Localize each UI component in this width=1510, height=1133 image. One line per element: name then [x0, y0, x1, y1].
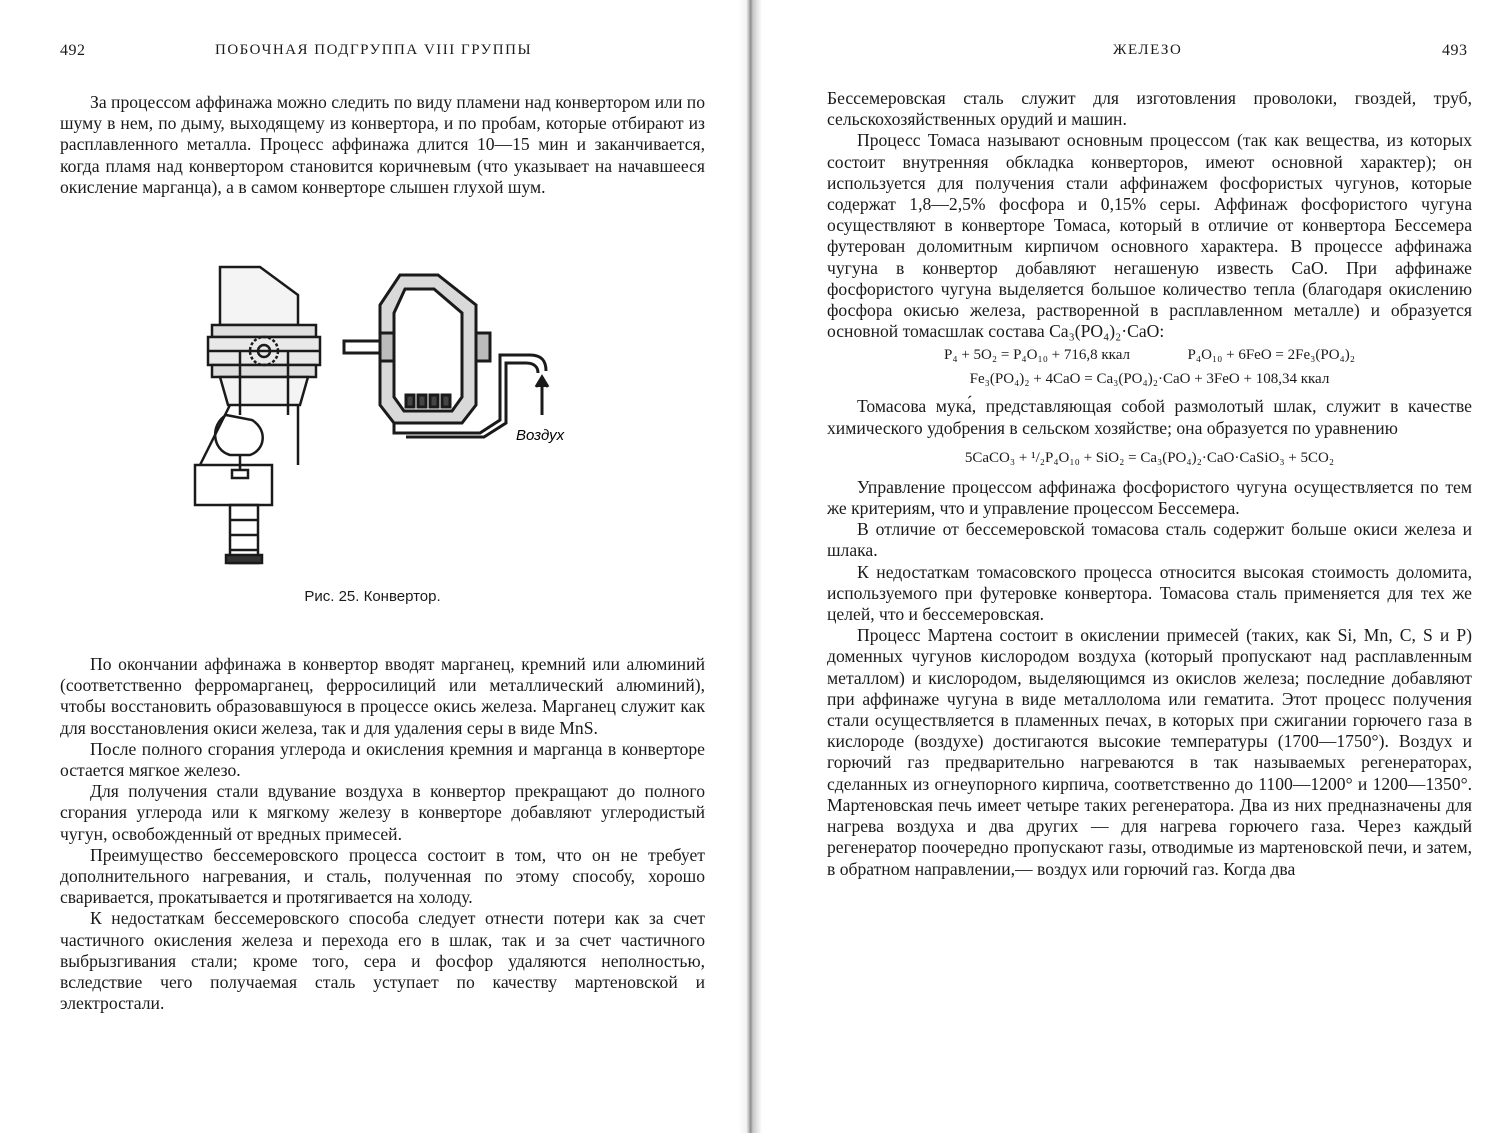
right-paragraph-5: В отличие от бессемеровской томасова сталь содержит больше окиси железа и шлака. — [827, 519, 1472, 561]
left-paragraph-5: Преимущество бессемеровского процесса состоит в том, что он не требует дополнительного нагревания, и сталь, полученная по этому способу, хорошо сваривается, прокатывается и протягивается на холоду. — [60, 844, 705, 908]
right-page — [765, 0, 1510, 1133]
left-page — [0, 0, 745, 1133]
right-page-number: 493 — [1442, 42, 1468, 59]
right-text — [827, 88, 1472, 880]
converter-section-drawing — [344, 275, 548, 437]
air-label: Воздух — [516, 427, 565, 444]
formula-1b: P₄O₁₀ + 6FeO = 2Fe₃(PO₄)₂ — [1187, 347, 1355, 364]
right-paragraph-7: Процесс Мартена состоит в окислении примесей (таких, как Si, Mn, C, S и P) доменных чугунов кислородом воздуха (который пропускают над расплавленным металлом) и кислородом, выделяющимся из окислов железа; последние добавляют при аффинаже чугуна в виде металлолома или гематита. Этот процесс получения стали осуществляется в пламенных печах, в которых при сжигании горючего газа в кислороде (воздухе) достигаются высокие температуры (1700—1750°). Воздух и горючий газ предварительно нагреваются в так называемых регенераторах, сделанных из огнеупорного кирпича, соответственно до 1100—1200° и 1200—1350°. Мартеновская печь имеет четыре таких регенератора. Два из них предназначены для нагрева воздуха и два других — для нагрева горючего газа. Через каждый регенератор поочередно пропускают газы, отводимые из мартеновской печи, и затем, в обратном направлении,— воздух или горючий газ. Когда два — [827, 625, 1472, 879]
right-paragraph-3: Томасова мука́, представляющая собой размолотый шлак, служит в качестве химического удобрения в сельском хозяйстве; она образуется по уравнению — [827, 396, 1472, 438]
formula-line-1 — [827, 344, 1472, 366]
right-paragraph-1: Бессемеровская сталь служит для изготовления проволоки, гвоздей, труб, сельскохозяйственных орудий и машин. — [827, 88, 1472, 130]
left-paragraph-4: Для получения стали вдувание воздуха в конвертор прекращают до полного сгорания углерода или к мягкому железу в конверторе добавляют углеродистый чугун, освобожденный от вредных примесей. — [60, 781, 705, 844]
left-paragraph-2: По окончании аффинажа в конвертор вводят марганец, кремний или алюминий (соответственно ферромарганец, ферросилиций или металлический алюминий), чтобы восстановить образовавшуюся в процессе окись железа. Марганец служит как для восстановления окиси железа, так и для удаления серы в виде MnS. — [60, 654, 705, 738]
formula-2: Fe₃(PO₄)₂ + 4CaO = Ca₃(PO₄)₂·CaO + 3FeO + 108,34 ккал — [969, 371, 1330, 388]
left-running-head: ПОБОЧНАЯ ПОДГРУППА VIII ГРУППЫ — [215, 42, 533, 58]
left-bottom-text — [60, 654, 705, 1014]
right-paragraph-6: К недостаткам томасовского процесса относится высокая стоимость доломита, используемого при футеровке конвертора. Томасова сталь применяется для тех же целей, что и бессемеровская. — [827, 561, 1472, 625]
right-paragraph-4: Управление процессом аффинажа фосфористого чугуна осуществляется по тем же критериям, что и управление процессом Бессемера. — [827, 476, 1472, 519]
figure-caption: Рис. 25. Конвертор. — [304, 588, 441, 605]
right-running-head: ЖЕЛЕЗО — [1113, 42, 1183, 58]
left-paragraph-6: К недостаткам бессемеровского способа следует отнести потери как за счет частичного окисления железа и перехода его в шлак, так и за счет частичного выбрызгивания стали; кроме того, сера и фосфор удаляются неполностью, вследствие чего получаемая сталь уступает по качеству мартеновской и электростали. — [60, 908, 705, 1014]
right-paragraph-2: Процесс Томаса называют основным процессом (так как вещества, из которых состоит внутренняя обкладка конверторов, имеют основной характер); он используется для получения стали аффинажем фосфористых чугунов, которые содержат 1,8—2,5% фосфора и 0,15% серы. Аффинаж фосфористого чугуна осуществляют в конверторе Томаса, который в отличие от конвертора Бессемера футерован доломитным кирпичом основного характера. В процессе аффинажа чугуна в конвертор добавляют негашеную известь CaO. При аффинаже фосфористого чугуна выделяется большое количество тепла (благодаря окислению фосфора окисью железа, растворенной в расплавленном металле) и образуется основной томасшлак состава Ca₃(PO₄)₂·CaO: — [827, 130, 1472, 342]
converter-elevation-drawing — [195, 267, 320, 563]
formula-3: 5CaCO₃ + ¹/₂P₄O₁₀ + SiO₂ = Ca₃(PO₄)₂·CaO·CaSiO₃ + 5CO₂ — [964, 449, 1335, 466]
left-paragraph-3: После полного сгорания углерода и окисления кремния и марганца в конверторе остается мягкое железо. — [60, 738, 705, 781]
left-paragraph-1: За процессом аффинажа можно следить по виду пламени над конвертором или по шуму в нем, по дыму, выходящему из конвертора, и по пробам, которые отбирают из расплавленного металла. Процесс аффинажа длится 10—15 мин и заканчивается, когда пламя над конвертором становится коричневым (что указывает на начавшееся окисление марганца), а в самом конверторе слышен глухой шум. — [60, 92, 705, 197]
left-page-number: 492 — [60, 42, 86, 59]
left-top-text — [60, 92, 705, 198]
formula-1a: P₄ + 5O₂ = P₄O₁₀ + 716,8 ккал — [944, 347, 1131, 364]
converter-figure — [180, 255, 600, 575]
